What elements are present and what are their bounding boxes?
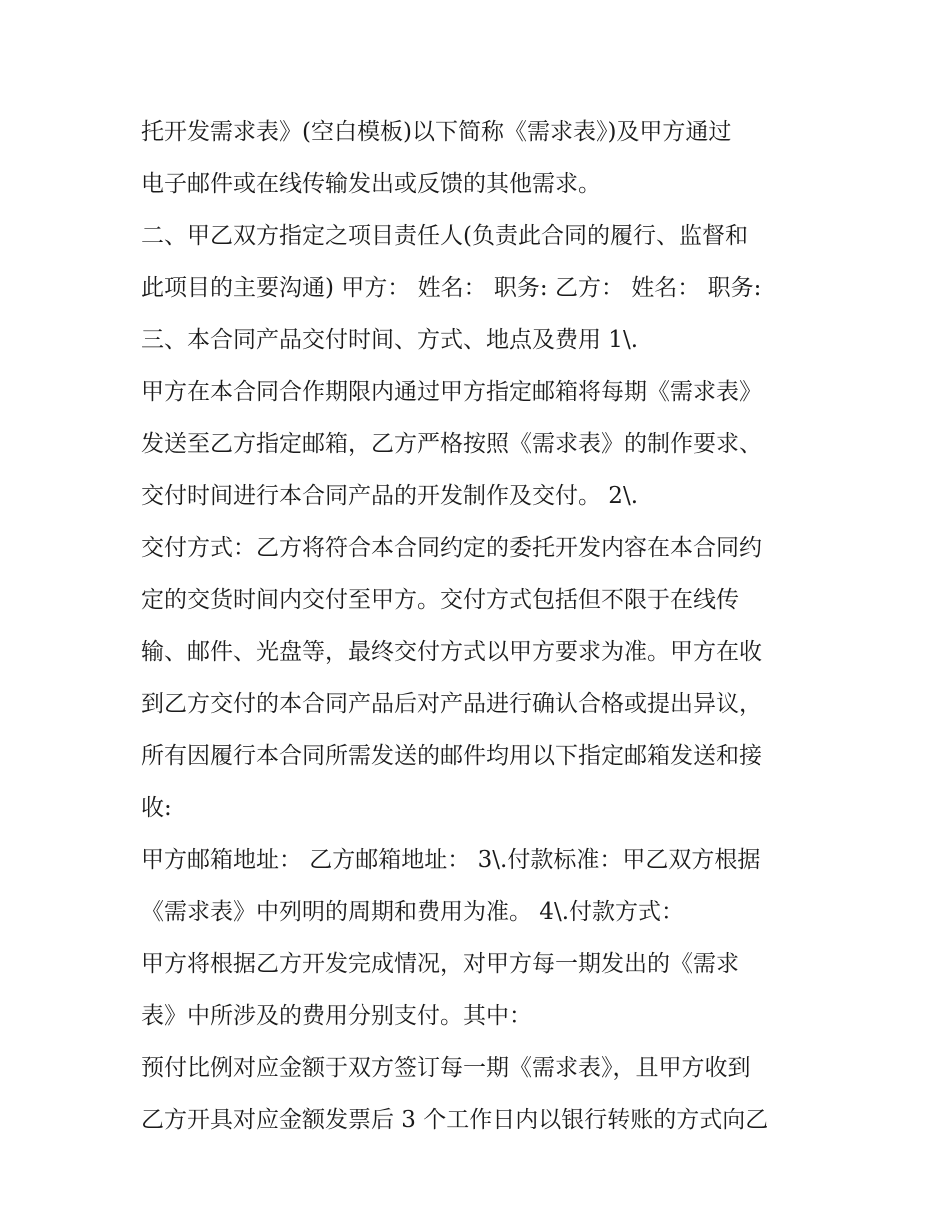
text-line-12: 到乙方交付的本合同产品后对产品进行确认合格或提出异议， xyxy=(141,691,762,717)
text-line-20: 乙方开具对应金额发票后 3 个工作日内以银行转账的方式向乙 xyxy=(141,1107,769,1133)
text-line-10: 定的交货时间内交付至甲方。交付方式包括但不限于在线传 xyxy=(141,587,739,613)
text-line-13: 所有因履行本合同所需发送的邮件均用以下指定邮箱发送和接 xyxy=(141,743,762,769)
text-line-5: 三、本合同产品交付时间、方式、地点及费用 1\. xyxy=(141,327,639,353)
text-line-4: 此项目的主要沟通) 甲方： 姓名： 职务: 乙方： 姓名： 职务: xyxy=(141,275,762,301)
text-line-1: 托开发需求表》(空白模板)以下简称《需求表》)及甲方通过 xyxy=(141,119,732,145)
text-line-19: 预付比例对应金额于双方签订每一期《需求表》，且甲方收到 xyxy=(141,1055,751,1081)
text-line-17: 甲方将根据乙方开发完成情况，对甲方每一期发出的《需求 xyxy=(141,951,739,977)
text-line-18: 表》中所涉及的费用分别支付。其中： xyxy=(141,1003,532,1029)
text-line-7: 发送至乙方指定邮箱，乙方严格按照《需求表》的制作要求、 xyxy=(141,431,762,457)
text-line-9: 交付方式：乙方将符合本合同约定的委托开发内容在本合同约 xyxy=(141,535,762,561)
text-line-16: 《需求表》中列明的周期和费用为准。 4\.付款方式： xyxy=(141,899,685,925)
text-line-2: 电子邮件或在线传输发出或反馈的其他需求。 xyxy=(141,171,601,197)
text-line-14: 收: xyxy=(141,795,172,821)
text-line-3: 二、甲乙双方指定之项目责任人(负责此合同的履行、监督和 xyxy=(141,223,748,249)
text-line-6: 甲方在本合同合作期限内通过甲方指定邮箱将每期《需求表》 xyxy=(141,379,762,405)
text-line-15: 甲方邮箱地址： 乙方邮箱地址： 3\.付款标准：甲乙双方根据 xyxy=(141,847,761,873)
text-line-8: 交付时间进行本合同产品的开发制作及交付。 2\. xyxy=(141,483,639,509)
text-line-11: 输、邮件、光盘等，最终交付方式以甲方要求为准。甲方在收 xyxy=(141,639,762,665)
contract-body xyxy=(141,106,821,1146)
